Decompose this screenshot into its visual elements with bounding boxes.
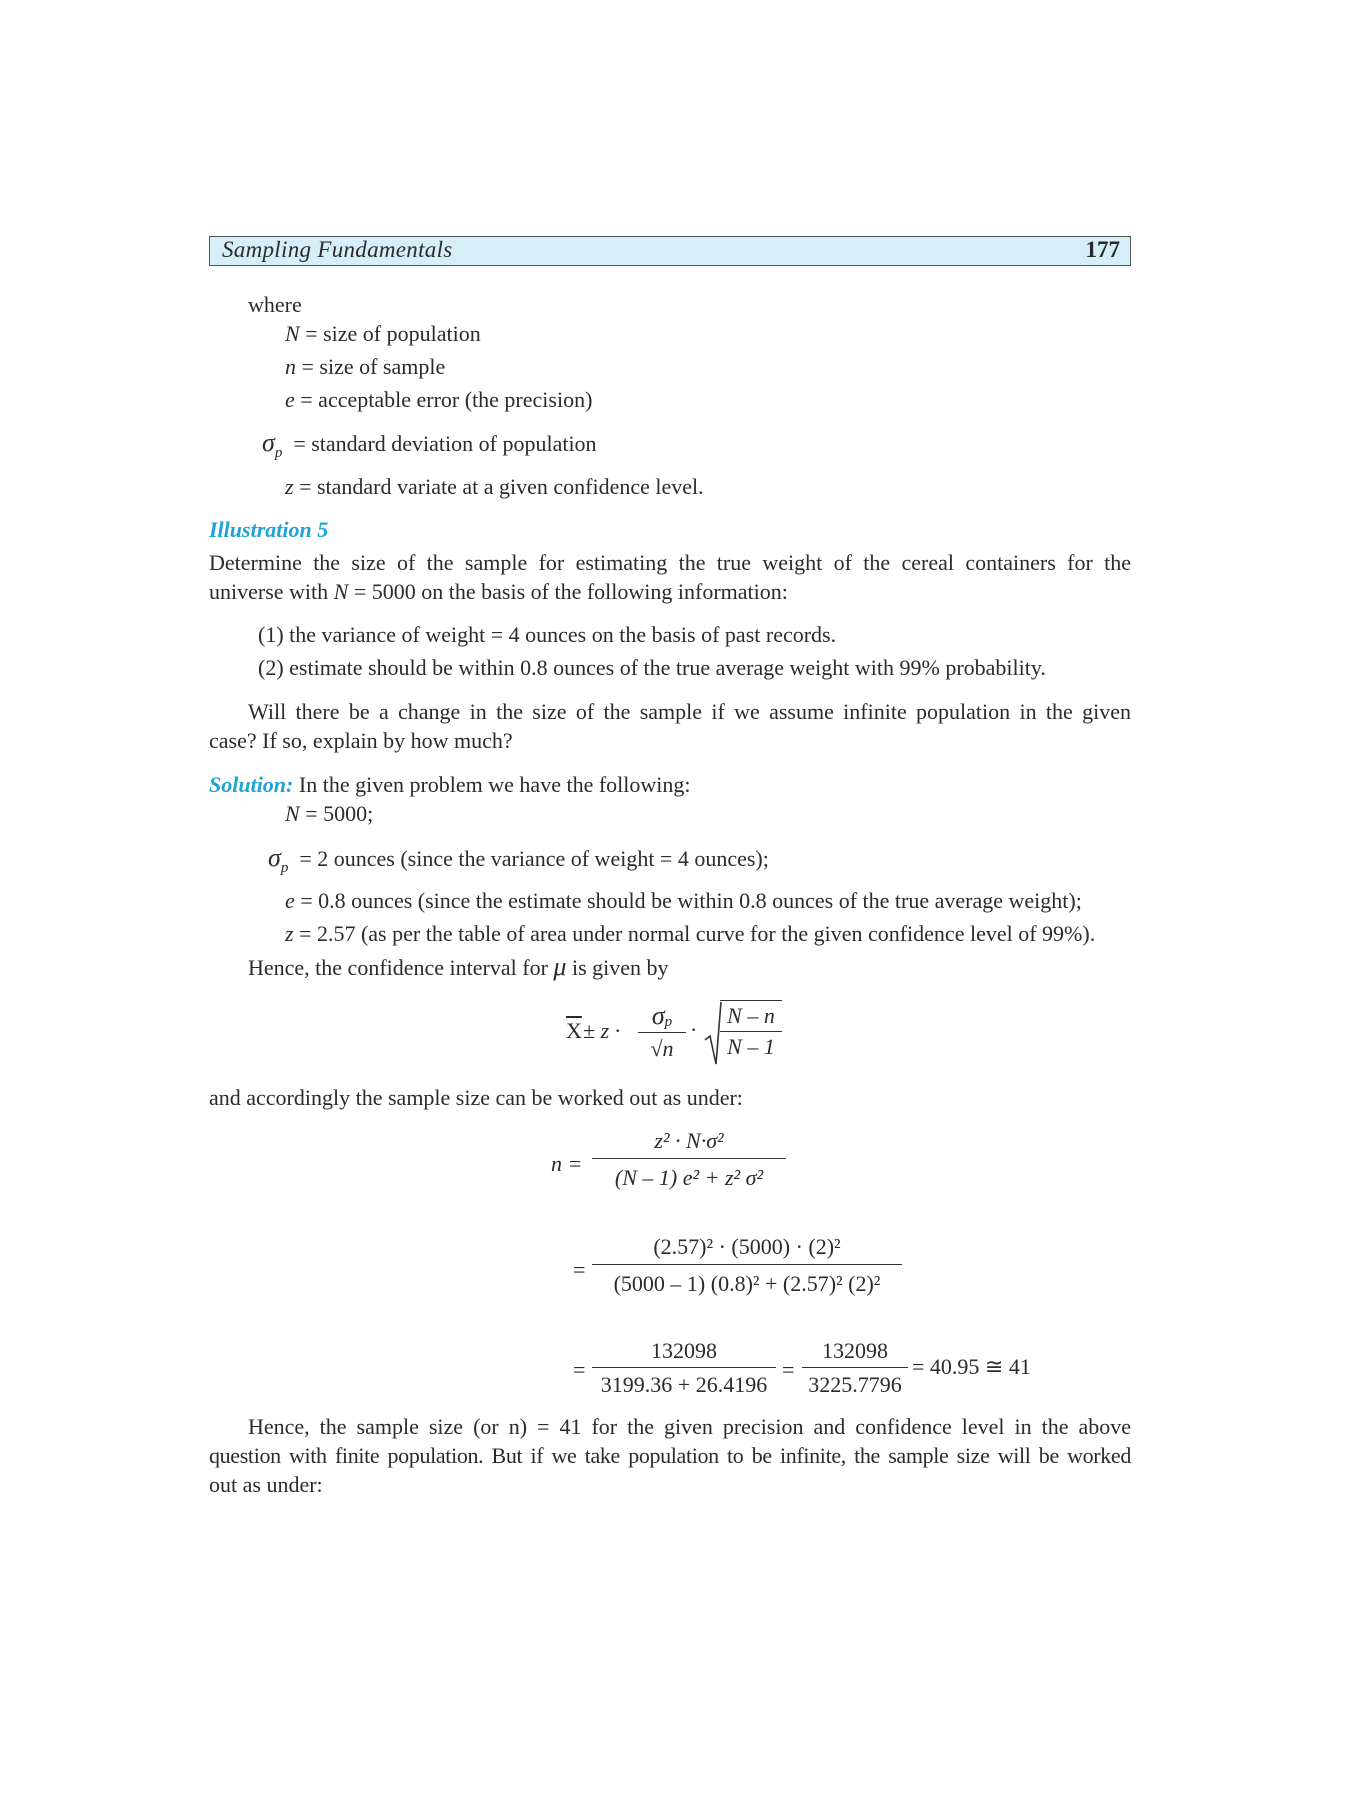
n-general-denominator: (N – 1) e² + z² σ² (614, 1165, 764, 1190)
n-calc-eq2: = (782, 1357, 795, 1382)
def-sigma: $\sigma_p$ = standard deviation of population (262, 428, 597, 461)
illustration-title: Illustration 5 (209, 517, 329, 542)
ci-formula: $\overline{X}$ ± z · σp √n · N – n N – 1 (566, 1000, 786, 1070)
n-lhs: n = (551, 1151, 583, 1176)
question-line-1: Determine the size of the sample for estimating the true weight of the cereal containers for the (209, 550, 1131, 575)
hence-ci: Hence, the confidence interval for μ is given by (248, 952, 669, 981)
n-general-fraction (592, 1124, 786, 1197)
solution-sigma: $\sigma_p = 2$ ounces (since the variance of weight = 4 ounces); (268, 843, 769, 876)
running-header-title: Sampling Fundamentals (222, 237, 453, 262)
ci-root: N – n N – 1 (720, 1000, 782, 1062)
solution-N: N = 5000; (285, 801, 374, 826)
followup-line-1: Will there be a change in the size of the sample if we assume infinite population in the given (248, 699, 1131, 724)
conclusion-line-1: Hence, the sample size (or n) = 41 for the given precision and confidence level in the above (248, 1414, 1131, 1439)
followup-line-2: case? If so, explain by how much? (209, 728, 513, 753)
page-number: 177 (1085, 237, 1120, 262)
n-sub-eq: = (573, 1257, 586, 1282)
def-z: z = standard variate at a given confidence level. (285, 474, 704, 499)
n-calc-fraction-1: 132098 3199.36 + 26.4196 (592, 1335, 776, 1402)
conclusion-line-3: out as under: (209, 1472, 323, 1497)
info-item-2: (2) estimate should be within 0.8 ounces of the true average weight with 99% probability. (258, 655, 1046, 680)
n-sub-fraction (592, 1230, 902, 1303)
n-general-numerator: z² · N·σ² (654, 1128, 724, 1153)
n-sub-numerator: (2.57)² · (5000) · (2)² (653, 1234, 841, 1259)
def-n: n = size of sample (285, 354, 446, 379)
where-label: where (248, 292, 302, 317)
solution-intro: Solution: In the given problem we have the following: (209, 772, 691, 797)
n-calc-result: = 40.95 ≅ 41 (912, 1354, 1031, 1379)
question-line-2: universe with N = 5000 on the basis of the following information: (209, 579, 788, 604)
def-e: e = acceptable error (the precision) (285, 387, 593, 412)
conclusion-line-2: question with finite population. But if we take population to be infinite, the sample size will be worked (209, 1443, 1131, 1468)
solution-z: z = 2.57 (as per the table of area under normal curve for the given confidence level of 99%). (285, 921, 1096, 946)
info-item-1: (1) the variance of weight = 4 ounces on the basis of past records. (258, 622, 837, 647)
ci-xbar: $\overline{X}$ (566, 1018, 582, 1043)
n-calc-eq1: = (573, 1357, 586, 1382)
solution-e: e = 0.8 ounces (since the estimate should be within 0.8 ounces of the true average weight); (285, 888, 1082, 913)
n-calc-fraction-2: 132098 3225.7796 (802, 1335, 908, 1402)
ci-fraction: σp √n (638, 1000, 686, 1065)
n-sub-denominator: (5000 – 1) (0.8)² + (2.57)² (2)² (613, 1271, 881, 1296)
def-N: N = size of population (285, 321, 481, 346)
ci-pm: ± z · (583, 1018, 621, 1043)
accordingly-text: and accordingly the sample size can be worked out as under: (209, 1085, 743, 1110)
